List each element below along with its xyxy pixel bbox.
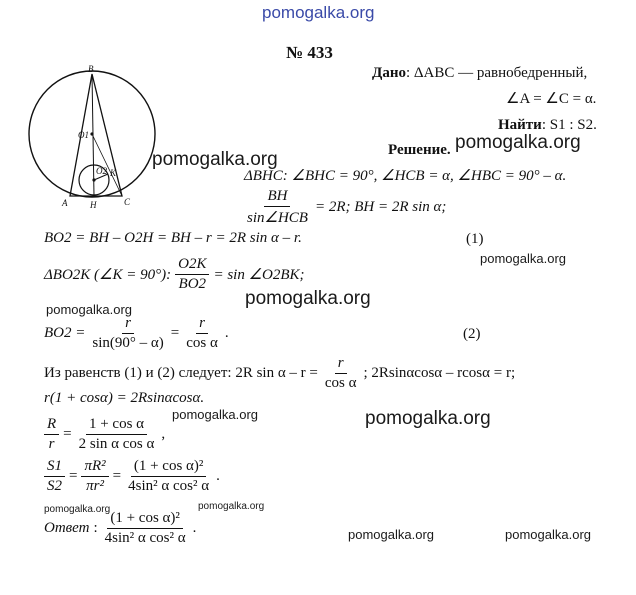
fraction-s-ratio-num: S1 xyxy=(44,458,65,477)
line-9-end: . xyxy=(216,468,220,484)
answer-end: . xyxy=(192,520,197,536)
label-a: A xyxy=(62,198,68,208)
fraction-final xyxy=(125,458,212,495)
line-4-rest: = sin ∠O2BK; xyxy=(213,267,305,283)
line-5 xyxy=(44,315,229,352)
fraction-cos-sin-den: 2 sin α cos α xyxy=(78,436,155,452)
watermark-4: pomogalka.org xyxy=(245,288,371,309)
answer-fraction-num: (1 + cos α)² xyxy=(107,510,183,529)
watermark-2: pomogalka.org xyxy=(455,132,581,153)
fraction-final-den: 4sin² α cos² α xyxy=(128,478,210,494)
watermark-3: pomogalka.org xyxy=(480,251,566,266)
fraction-r-cos-den: cos α xyxy=(186,335,218,351)
line-3-text: BO2 = BH – O2H = BH – r = 2R sin α – r. xyxy=(44,230,302,246)
line-4 xyxy=(44,256,305,293)
point-o1 xyxy=(90,132,93,135)
given-label: Дано xyxy=(372,65,406,81)
find-value: : S1 : S2. xyxy=(541,117,597,133)
fraction-r-cos-num: r xyxy=(196,315,208,334)
watermark-9: pomogalka.org xyxy=(198,501,265,512)
line-7 xyxy=(44,390,204,407)
fraction-cos-sin xyxy=(76,416,158,453)
line-9 xyxy=(44,458,220,495)
fraction-bh-num: BH xyxy=(264,188,290,207)
fraction-bh xyxy=(244,188,311,227)
problem-number: № 433 xyxy=(286,43,333,62)
fraction-o2k-den: BO2 xyxy=(178,276,207,292)
fraction-pi xyxy=(81,458,108,495)
line-7-text: r(1 + cosα) = 2Rsinαcosα. xyxy=(44,390,205,406)
answer-fraction xyxy=(102,510,189,547)
find-line xyxy=(498,118,597,133)
fraction-final-num: (1 + cos α)² xyxy=(131,458,207,477)
fraction-pi-num: πR² xyxy=(81,458,108,477)
label-b: B xyxy=(88,64,94,74)
fraction-r-cos-2 xyxy=(322,355,360,392)
watermark-1: pomogalka.org xyxy=(152,149,278,170)
line-2 xyxy=(244,188,446,227)
label-c: C xyxy=(124,197,131,207)
watermark-top: pomogalka.org xyxy=(262,3,375,22)
fraction-r-ratio-den: r xyxy=(48,436,55,452)
line-3 xyxy=(44,230,302,247)
answer-line xyxy=(44,510,196,547)
fraction-bh-den: sin∠HCB xyxy=(247,210,308,226)
geometry-figure xyxy=(28,62,158,212)
line-5-end: . xyxy=(224,325,229,341)
line-9-eq2: = xyxy=(112,468,122,484)
fraction-pi-den: πr² xyxy=(86,478,104,494)
answer-label: Ответ xyxy=(44,520,90,536)
equation-tag-1: (1) xyxy=(466,231,484,247)
watermark-10: pomogalka.org xyxy=(348,527,434,542)
line-9-eq1: = xyxy=(69,468,78,484)
fraction-s-ratio-den: S2 xyxy=(47,478,62,494)
watermark-7: pomogalka.org xyxy=(172,407,258,422)
fraction-o2k xyxy=(175,256,209,293)
fraction-r-ratio xyxy=(44,416,59,453)
equation-tag-2: (2) xyxy=(463,326,481,342)
line-8 xyxy=(44,416,165,453)
line-1-text: ΔBHC: ∠BHC = 90°, ∠HCB = α, ∠HBC = 90° – α. xyxy=(244,168,567,184)
given-line-2: ∠A = ∠C = α. xyxy=(506,91,597,107)
given-text: : ΔABC — равнобедренный, xyxy=(405,65,588,81)
label-h: H xyxy=(90,200,97,210)
label-o2: O2 xyxy=(96,166,107,176)
given-line-1 xyxy=(372,66,587,81)
label-o1: O1 xyxy=(78,130,89,140)
fraction-r-sin-num: r xyxy=(122,315,134,334)
line-6 xyxy=(44,355,515,392)
fraction-r-cos xyxy=(183,315,221,352)
fraction-r-cos-2-num: r xyxy=(335,355,347,374)
label-k: K xyxy=(110,168,117,178)
solution-label: Решение. xyxy=(388,142,451,158)
answer-fraction-den: 4sin² α cos² α xyxy=(104,530,186,546)
line-8-eq: = xyxy=(63,426,72,442)
line-1 xyxy=(244,166,566,185)
fraction-r-cos-2-den: cos α xyxy=(324,375,357,391)
fraction-r-sin-den: sin(90° – α) xyxy=(92,335,164,351)
line-8-end: , xyxy=(161,426,166,442)
line-5-eq: = xyxy=(170,325,180,341)
watermark-8: pomogalka.org xyxy=(44,504,111,515)
answer-colon: : xyxy=(93,520,98,536)
line-6-rest: ; 2Rsinαcosα – rcosα = r; xyxy=(363,365,516,381)
watermark-5: pomogalka.org xyxy=(46,302,132,317)
fraction-cos-sin-num: 1 + cos α xyxy=(86,416,147,435)
fraction-r-ratio-num: R xyxy=(44,416,59,435)
fraction-r-sin xyxy=(89,315,166,352)
line-2-text: = 2R; BH = 2R sin α; xyxy=(314,199,447,215)
point-o2 xyxy=(92,178,95,181)
watermark-11: pomogalka.org xyxy=(505,527,591,542)
watermark-6: pomogalka.org xyxy=(365,408,491,429)
fraction-s-ratio xyxy=(44,458,65,495)
line-4-text: ΔBO2K (∠K = 90°): xyxy=(44,267,172,283)
line-5-text: BO2 = xyxy=(44,325,86,341)
line-6-text: Из равенств (1) и (2) следует: 2R sin α – r = xyxy=(44,365,318,381)
find-label: Найти xyxy=(498,117,542,133)
fraction-o2k-num: O2K xyxy=(175,256,209,275)
